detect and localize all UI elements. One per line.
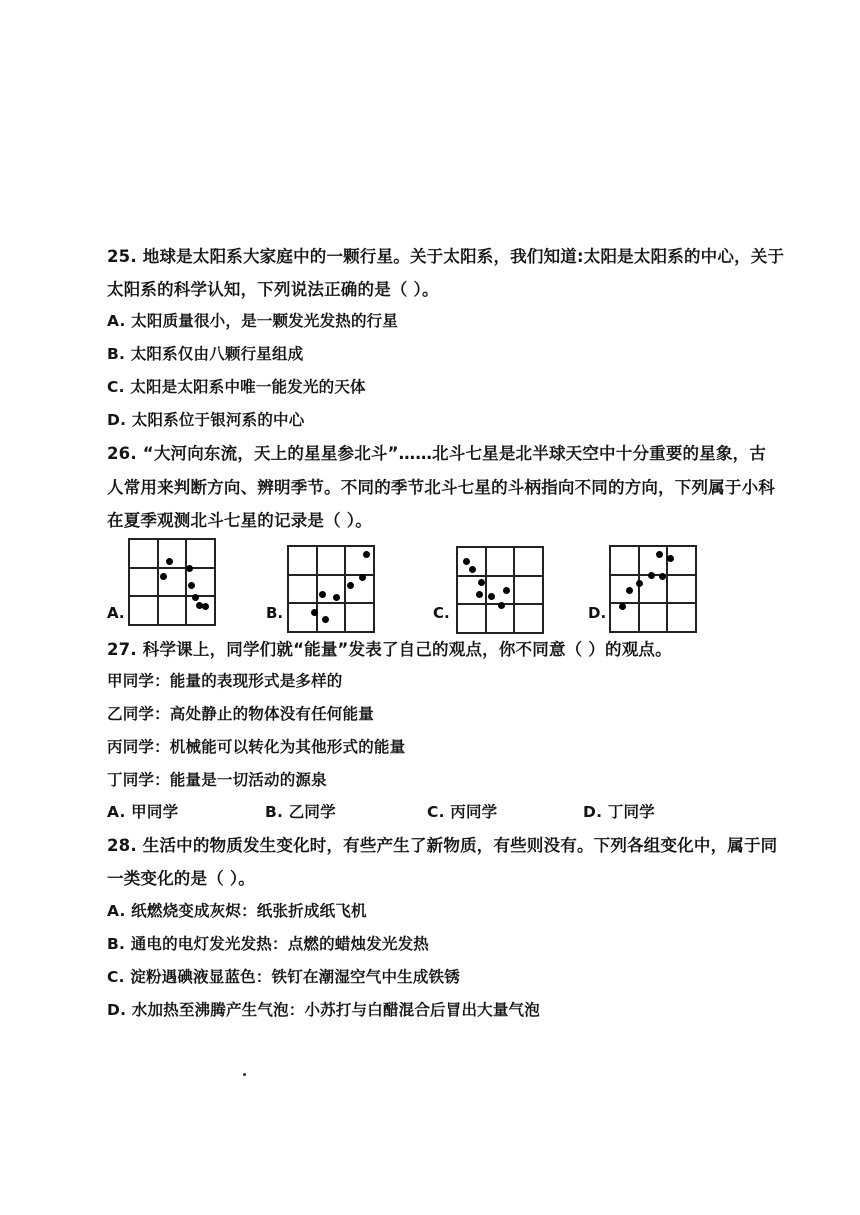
star-dot xyxy=(311,609,318,616)
q25-option-a: A. 太阳质量很小，是一颗发光发热的行星 xyxy=(107,312,399,330)
star-dot xyxy=(659,573,666,580)
q26-stem-line1: 26. “大河向东流，天上的星星参北斗”……北斗七星是北半球天空中十分重要的星象，古 xyxy=(107,444,767,463)
q28-option-b: B. 通电的电灯发光发热：点燃的蜡烛发光发热 xyxy=(107,935,429,953)
q27-stem: 27. 科学课上，同学们就“能量”发表了自己的观点，你不同意（ ）的观点。 xyxy=(107,640,672,659)
q26-stem-line3: 在夏季观测北斗七星的记录是（ ）。 xyxy=(107,511,372,530)
q25-option-b: B. 太阳系仅由八颗行星组成 xyxy=(107,345,304,363)
q27-statement-ding: 丁同学：能量是一切活动的源泉 xyxy=(107,771,327,789)
star-dot xyxy=(166,558,173,565)
star-dot xyxy=(488,593,495,600)
star-dot xyxy=(359,574,366,581)
q26-stem-line2: 人常用来判断方向、辨明季节。不同的季节北斗七星的斗柄指向不同的方向，下列属于小科 xyxy=(107,478,775,497)
q27-option-a: A. 甲同学 xyxy=(107,803,179,821)
q27-option-c: C. 丙同学 xyxy=(427,803,498,821)
q28-stem-line2: 一类变化的是（ ）。 xyxy=(107,869,255,888)
star-dot xyxy=(667,555,674,562)
star-dot xyxy=(498,602,505,609)
star-dot xyxy=(363,551,370,558)
star-dot xyxy=(319,591,326,598)
q27-option-b: B. 乙同学 xyxy=(265,803,336,821)
star-grid-c xyxy=(456,546,544,634)
star-grid-d xyxy=(609,545,697,633)
q25-stem-line1: 25. 地球是太阳系大家庭中的一颗行星。关于太阳系，我们知道:太阳是太阳系的中心，关于 xyxy=(107,247,785,266)
q27-option-d: D. 丁同学 xyxy=(583,803,655,821)
star-dot xyxy=(648,572,655,579)
star-dot xyxy=(503,587,510,594)
star-dot xyxy=(333,594,340,601)
star-dot xyxy=(188,582,195,589)
q25-stem-line2: 太阳系的科学认知，下列说法正确的是（ ）。 xyxy=(107,280,439,299)
q28-option-d: D. 水加热至沸腾产生气泡：小苏打与白醋混合后冒出大量气泡 xyxy=(107,1001,540,1019)
q28-option-c: C. 淀粉遇碘液显蓝色：铁钉在潮湿空气中生成铁锈 xyxy=(107,968,460,986)
q28-stem-line1: 28. 生活中的物质发生变化时，有些产生了新物质，有些则没有。下列各组变化中，属于同 xyxy=(107,836,778,855)
star-grid-b xyxy=(287,545,375,633)
star-dot xyxy=(192,594,199,601)
star-dot xyxy=(322,616,329,623)
star-dot xyxy=(476,591,483,598)
star-dot xyxy=(186,565,193,572)
q27-statement-jia: 甲同学：能量的表现形式是多样的 xyxy=(107,672,343,690)
star-dot xyxy=(160,573,167,580)
star-dot xyxy=(463,558,470,565)
figure-label-b: B. xyxy=(266,604,284,622)
star-dot xyxy=(619,603,626,610)
q25-option-d: D. 太阳系位于银河系的中心 xyxy=(107,411,305,429)
figure-label-a: A. xyxy=(107,604,125,622)
figure-label-d: D. xyxy=(588,604,607,622)
star-dot xyxy=(202,603,209,610)
figure-label-c: C. xyxy=(433,604,450,622)
star-dot xyxy=(626,587,633,594)
q25-option-c: C. 太阳是太阳系中唯一能发光的天体 xyxy=(107,378,366,396)
q28-option-a: A. 纸燃烧变成灰烬：纸张折成纸飞机 xyxy=(107,902,367,920)
star-dot xyxy=(469,566,476,573)
star-dot xyxy=(636,580,643,587)
star-dot xyxy=(656,551,663,558)
star-dot xyxy=(478,579,485,586)
q27-statement-bing: 丙同学：机械能可以转化为其他形式的能量 xyxy=(107,738,406,756)
scan-speck xyxy=(243,1073,246,1076)
q27-statement-yi: 乙同学：高处静止的物体没有任何能量 xyxy=(107,705,374,723)
star-dot xyxy=(347,582,354,589)
star-grid-a xyxy=(128,538,216,626)
